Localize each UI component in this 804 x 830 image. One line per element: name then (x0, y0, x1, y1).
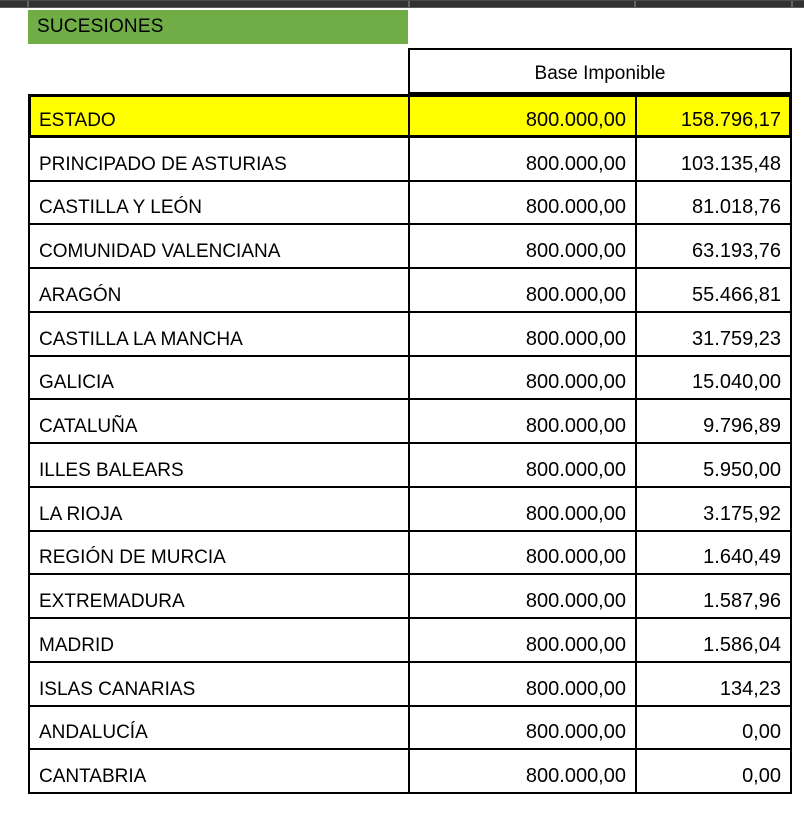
column-divider (791, 1, 793, 7)
region-cell[interactable]: ESTADO (28, 94, 408, 136)
base-imponible-cell[interactable]: 800.000,00 (408, 138, 635, 180)
table-row (28, 750, 792, 794)
cuota-cell[interactable]: 103.135,48 (635, 138, 792, 180)
base-imponible-cell[interactable]: 800.000,00 (408, 488, 635, 530)
region-cell[interactable]: CANTABRIA (28, 750, 408, 792)
base-imponible-cell[interactable]: 800.000,00 (408, 225, 635, 267)
cuota-cell[interactable]: 9.796,89 (635, 400, 792, 442)
cuota-cell[interactable]: 1.587,96 (635, 575, 792, 617)
cuota-cell[interactable]: 55.466,81 (635, 269, 792, 311)
cuota-cell[interactable]: 134,23 (635, 663, 792, 705)
table-row (28, 182, 792, 226)
region-cell[interactable]: ANDALUCÍA (28, 707, 408, 749)
table-row (28, 357, 792, 401)
table-row (28, 400, 792, 444)
sucesiones-title-cell[interactable] (28, 10, 408, 44)
base-imponible-cell[interactable]: 800.000,00 (408, 269, 635, 311)
base-imponible-cell[interactable]: 800.000,00 (408, 707, 635, 749)
table-row (28, 663, 792, 707)
base-imponible-cell[interactable]: 800.000,00 (408, 575, 635, 617)
base-imponible-cell[interactable]: 800.000,00 (408, 400, 635, 442)
region-cell[interactable]: CASTILLA LA MANCHA (28, 313, 408, 355)
base-imponible-cell[interactable]: 800.000,00 (408, 663, 635, 705)
table-row (28, 444, 792, 488)
cuota-cell[interactable]: 63.193,76 (635, 225, 792, 267)
cuota-cell[interactable]: 31.759,23 (635, 313, 792, 355)
region-cell[interactable]: REGIÓN DE MURCIA (28, 532, 408, 574)
table-row (28, 94, 792, 138)
table-row (28, 619, 792, 663)
table-row (28, 575, 792, 619)
column-divider (27, 1, 29, 7)
table-row (28, 313, 792, 357)
table-row (28, 707, 792, 751)
base-imponible-cell[interactable]: 800.000,00 (408, 182, 635, 224)
table-body (28, 94, 792, 794)
spreadsheet-column-header-bar (0, 0, 804, 8)
base-imponible-cell[interactable]: 800.000,00 (408, 357, 635, 399)
region-cell[interactable]: LA RIOJA (28, 488, 408, 530)
base-imponible-cell[interactable]: 800.000,00 (408, 750, 635, 792)
page-title: SUCESIONES (37, 16, 164, 37)
base-imponible-cell[interactable]: 800.000,00 (408, 94, 635, 136)
base-imponible-cell[interactable]: 800.000,00 (408, 532, 635, 574)
base-imponible-cell[interactable]: 800.000,00 (408, 313, 635, 355)
table-row (28, 138, 792, 182)
base-imponible-cell[interactable]: 800.000,00 (408, 444, 635, 486)
cuota-cell[interactable]: 1.586,04 (635, 619, 792, 661)
region-cell[interactable]: ILLES BALEARS (28, 444, 408, 486)
region-cell[interactable]: MADRID (28, 619, 408, 661)
region-cell[interactable]: EXTREMADURA (28, 575, 408, 617)
column-divider (634, 1, 636, 7)
region-cell[interactable]: ARAGÓN (28, 269, 408, 311)
cuota-cell[interactable]: 5.950,00 (635, 444, 792, 486)
region-cell[interactable]: CASTILLA Y LEÓN (28, 182, 408, 224)
cuota-cell[interactable]: 3.175,92 (635, 488, 792, 530)
region-cell[interactable]: COMUNIDAD VALENCIANA (28, 225, 408, 267)
base-imponible-cell[interactable]: 800.000,00 (408, 619, 635, 661)
table-row (28, 488, 792, 532)
cuota-cell[interactable]: 0,00 (635, 750, 792, 792)
base-imponible-header-cell[interactable] (408, 48, 792, 94)
cuota-cell[interactable]: 0,00 (635, 707, 792, 749)
region-cell[interactable]: PRINCIPADO DE ASTURIAS (28, 138, 408, 180)
table-row (28, 269, 792, 313)
table-row (28, 225, 792, 269)
region-cell[interactable]: CATALUÑA (28, 400, 408, 442)
column-divider (408, 1, 410, 7)
column-group-header-label: Base Imponible (534, 63, 666, 84)
cuota-cell[interactable]: 1.640,49 (635, 532, 792, 574)
cuota-cell[interactable]: 15.040,00 (635, 357, 792, 399)
cuota-cell[interactable]: 158.796,17 (635, 94, 792, 136)
region-cell[interactable]: GALICIA (28, 357, 408, 399)
region-cell[interactable]: ISLAS CANARIAS (28, 663, 408, 705)
cuota-cell[interactable]: 81.018,76 (635, 182, 792, 224)
table-row (28, 532, 792, 576)
